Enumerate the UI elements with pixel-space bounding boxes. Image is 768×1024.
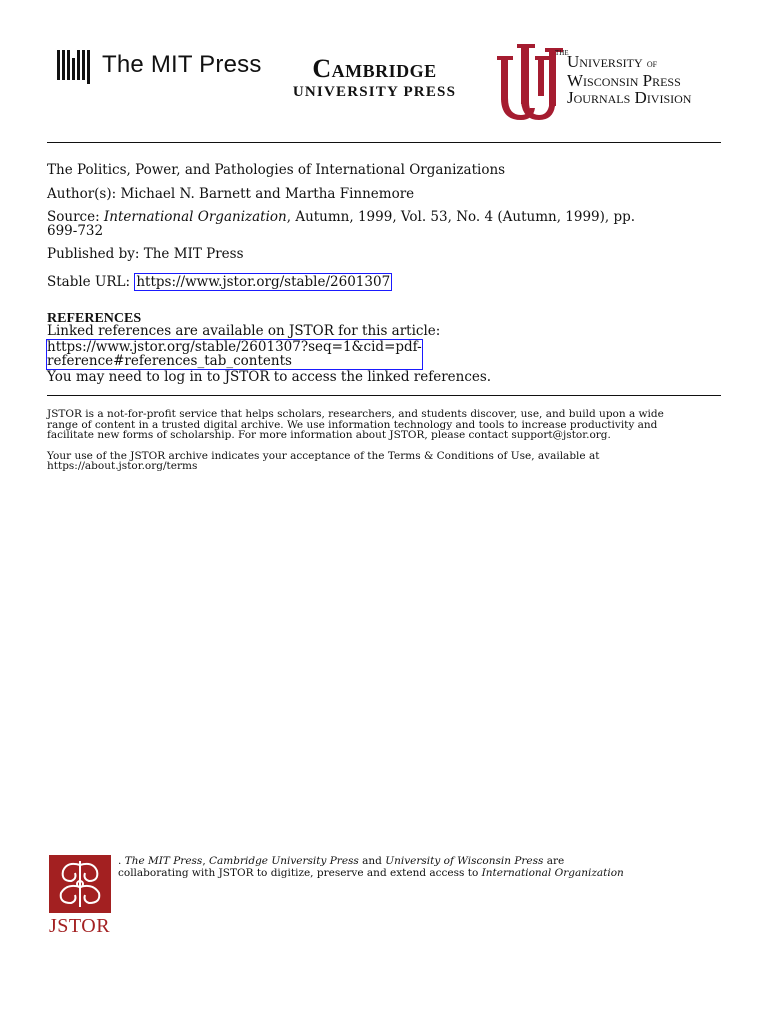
jstor-logo [49, 855, 115, 937]
references-login-note: You may need to log in to JSTOR to access the linked references. [47, 368, 492, 385]
source-details: , Autumn, 1999, Vol. 53, No. 4 (Autumn, 1999), pp. [286, 209, 636, 225]
jstor-emblem-icon [49, 855, 111, 913]
terms-paragraph-2 [47, 451, 727, 472]
footer-are: are [546, 855, 565, 867]
mit-press-name: The MIT Press [102, 51, 262, 78]
references-link[interactable] [46, 339, 423, 370]
mit-press-logo [57, 48, 262, 82]
references-heading: REFERENCES [47, 311, 142, 326]
source-journal: International Organization [103, 209, 287, 225]
stable-url-link[interactable]: https://www.jstor.org/stable/2601307 [136, 274, 391, 290]
cambridge-university-press-logo [282, 56, 467, 100]
terms-p1-line-2: range of content in a trusted digital archive. We use information technology and tools to increase productivity and [47, 418, 658, 431]
wisconsin-line-2: Wisconsin Press [567, 71, 681, 90]
wisconsin-university: University [567, 52, 643, 71]
authors-value: Michael N. Barnett and Martha Finnemore [120, 186, 415, 202]
wisconsin-the: THE [555, 49, 569, 57]
terms-p2-line-2[interactable]: https://about.jstor.org/terms [47, 460, 198, 472]
published-by: Published by: The MIT Press [47, 246, 244, 262]
footer-line-2 [118, 868, 624, 880]
wisconsin-line-1 [567, 53, 691, 72]
wisconsin-of: of [646, 56, 658, 70]
references-intro: Linked references are available on JSTOR for this article: [47, 323, 441, 339]
article-authors [47, 186, 414, 202]
jstor-ornament-icon [49, 855, 111, 913]
footer-lead: . [118, 855, 122, 867]
terms-paragraph-1 [47, 409, 727, 441]
terms-p1-line-1: JSTOR is a not-for-profit service that helps scholars, researchers, and students discover, use, and build upon a wide [47, 408, 664, 420]
footer-collaboration-note [118, 856, 624, 879]
terms-p2-line-1: Your use of the JSTOR archive indicates your acceptance of the Terms & Conditions of Use, available at [47, 449, 600, 462]
source-pages: 699-732 [47, 223, 104, 239]
jstor-wordmark: JSTOR [49, 915, 111, 937]
mit-press-bars-icon [57, 48, 92, 82]
stable-url-label: Stable URL: [47, 274, 131, 290]
header-divider [47, 142, 721, 143]
footer-publisher-2: Cambridge University Press [209, 855, 359, 867]
stable-url-row [47, 274, 392, 290]
references-link-line-2[interactable]: reference#references_tab_contents [47, 353, 292, 369]
references-body [47, 324, 607, 384]
university-of-wisconsin-press-logo [495, 42, 725, 124]
article-title: The Politics, Power, and Pathologies of International Organizations [47, 162, 506, 178]
wisconsin-wordmark [555, 49, 692, 107]
footer-separator: , [202, 855, 206, 867]
references-divider [47, 395, 721, 396]
article-source [47, 209, 635, 225]
cambridge-name: Cambridge [312, 54, 437, 83]
footer-and: and [362, 855, 382, 867]
wisconsin-line-3: Journals Division [567, 88, 692, 107]
footer-journal: International Organization [481, 866, 624, 879]
jstor-terms [47, 409, 727, 482]
authors-label: Author(s): [47, 186, 117, 202]
footer-publisher-3: University of Wisconsin Press [385, 855, 544, 867]
references-link-line-1[interactable]: https://www.jstor.org/stable/2601307?seq=1&cid=pdf- [47, 338, 422, 355]
cambridge-subtitle: UNIVERSITY PRESS [292, 84, 457, 100]
footer-publisher-1: The MIT Press [124, 855, 203, 867]
source-label: Source: [47, 209, 100, 225]
footer-collab-text: collaborating with JSTOR to digitize, preserve and extend access to [118, 866, 479, 879]
terms-p1-line-3: facilitate new forms of scholarship. For more information about JSTOR, please contact support@jstor.org. [47, 429, 611, 441]
